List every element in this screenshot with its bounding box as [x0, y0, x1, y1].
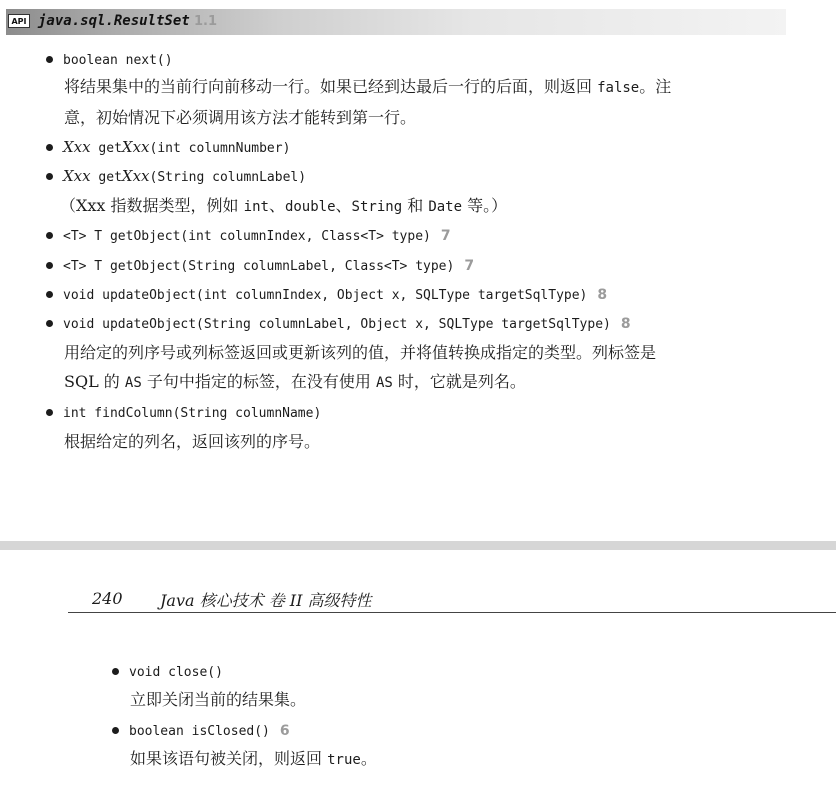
bullet-icon	[112, 727, 119, 734]
bullet-icon	[112, 668, 119, 675]
method-name: get	[90, 141, 122, 156]
method-entry-close	[112, 661, 223, 684]
type-placeholder: Xxx	[63, 167, 91, 185]
bullet-icon	[46, 144, 53, 151]
type-placeholder: Xxx	[121, 138, 150, 156]
method-description-getxxx	[60, 195, 507, 218]
method-signature: int findColumn(String columnName)	[63, 406, 322, 421]
method-description-findcolumn: 根据给定的列名，返回该列的序号。	[64, 432, 321, 451]
desc-text: 如果该语句被关闭，则返回	[130, 749, 328, 768]
method-description-next-line1	[64, 76, 671, 99]
bullet-icon	[46, 409, 53, 416]
desc-text: 、	[335, 196, 352, 215]
bullet-icon	[46, 56, 53, 63]
method-entry-findcolumn	[46, 402, 321, 425]
method-signature: <T> T getObject(int columnIndex, Class<T> type)	[63, 229, 431, 244]
desc-text: 和	[402, 196, 429, 215]
desc-code: AS	[375, 375, 393, 391]
method-description-update-line2	[64, 371, 526, 394]
desc-text: 指数据类型，例如	[105, 196, 244, 215]
method-signature: boolean next()	[63, 53, 173, 68]
desc-text: 。注	[639, 77, 672, 96]
desc-text: 。	[360, 749, 377, 768]
desc-type-placeholder: Xxx	[76, 196, 106, 215]
method-params: (int columnNumber)	[149, 141, 291, 156]
desc-code: true	[327, 752, 361, 768]
method-entry-getxxx-int	[46, 136, 290, 160]
bullet-icon	[46, 232, 53, 239]
desc-text: 子句中指定的标签，在没有使用	[141, 372, 376, 391]
desc-text: 、	[268, 196, 285, 215]
since-version: 8	[597, 287, 608, 303]
method-signature: void close()	[129, 665, 223, 680]
method-name: get	[90, 170, 122, 185]
since-version: 8	[620, 316, 631, 332]
api-version: 1.1	[194, 14, 218, 29]
method-description-update-line1: 用给定的列序号或列标签返回或更新该列的值，并将值转换成指定的类型。列标签是	[64, 343, 657, 362]
method-description-isclosed	[130, 748, 377, 771]
api-class-name: java.sql.ResultSet	[38, 13, 190, 29]
method-entry-getobject-int	[46, 225, 451, 248]
desc-text: 时，它就是列名。	[392, 372, 526, 391]
method-signature: void updateObject(int columnIndex, Object x, SQLType targetSqlType)	[63, 288, 588, 303]
desc-text: （	[60, 196, 77, 215]
desc-text: SQL 的	[64, 372, 125, 391]
desc-code: double	[284, 199, 336, 215]
method-signature: void updateObject(String columnLabel, Object x, SQLType targetSqlType)	[63, 317, 611, 332]
type-placeholder: Xxx	[63, 138, 91, 156]
method-description-next-line2: 意，初始情况下必须调用该方法才能转到第一行。	[64, 108, 417, 127]
since-version: 6	[279, 723, 290, 739]
desc-text: 等。）	[462, 196, 508, 215]
method-signature: <T> T getObject(String columnLabel, Class<T> type)	[63, 259, 455, 274]
method-entry-getxxx-string	[46, 165, 306, 189]
book-title: Java 核心技术 卷 II 高级特性	[160, 591, 372, 610]
desc-code: false	[597, 80, 640, 96]
desc-text: 将结果集中的当前行向前移动一行。如果已经到达最后一行的后面，则返回	[64, 77, 598, 96]
page-divider	[0, 541, 836, 550]
method-entry-next	[46, 49, 173, 72]
bullet-icon	[46, 320, 53, 327]
type-placeholder: Xxx	[121, 167, 150, 185]
desc-code: AS	[124, 375, 142, 391]
method-signature: boolean isClosed()	[129, 724, 270, 739]
bullet-icon	[46, 173, 53, 180]
desc-code: int	[243, 199, 269, 215]
method-description-close: 立即关闭当前的结果集。	[130, 690, 307, 709]
method-entry-isclosed	[112, 720, 290, 743]
api-header-bar	[6, 9, 786, 35]
page-number: 240	[92, 589, 123, 608]
method-params: (String columnLabel)	[149, 170, 307, 185]
bullet-icon	[46, 291, 53, 298]
bullet-icon	[46, 262, 53, 269]
method-entry-updateobject-int	[46, 284, 607, 307]
method-entry-updateobject-string	[46, 313, 631, 336]
method-entry-getobject-string	[46, 255, 474, 278]
header-rule	[68, 612, 836, 613]
since-version: 7	[440, 228, 451, 244]
since-version: 7	[464, 258, 475, 274]
desc-code: String	[351, 199, 403, 215]
api-badge: API	[8, 14, 30, 28]
desc-code: Date	[428, 199, 463, 215]
